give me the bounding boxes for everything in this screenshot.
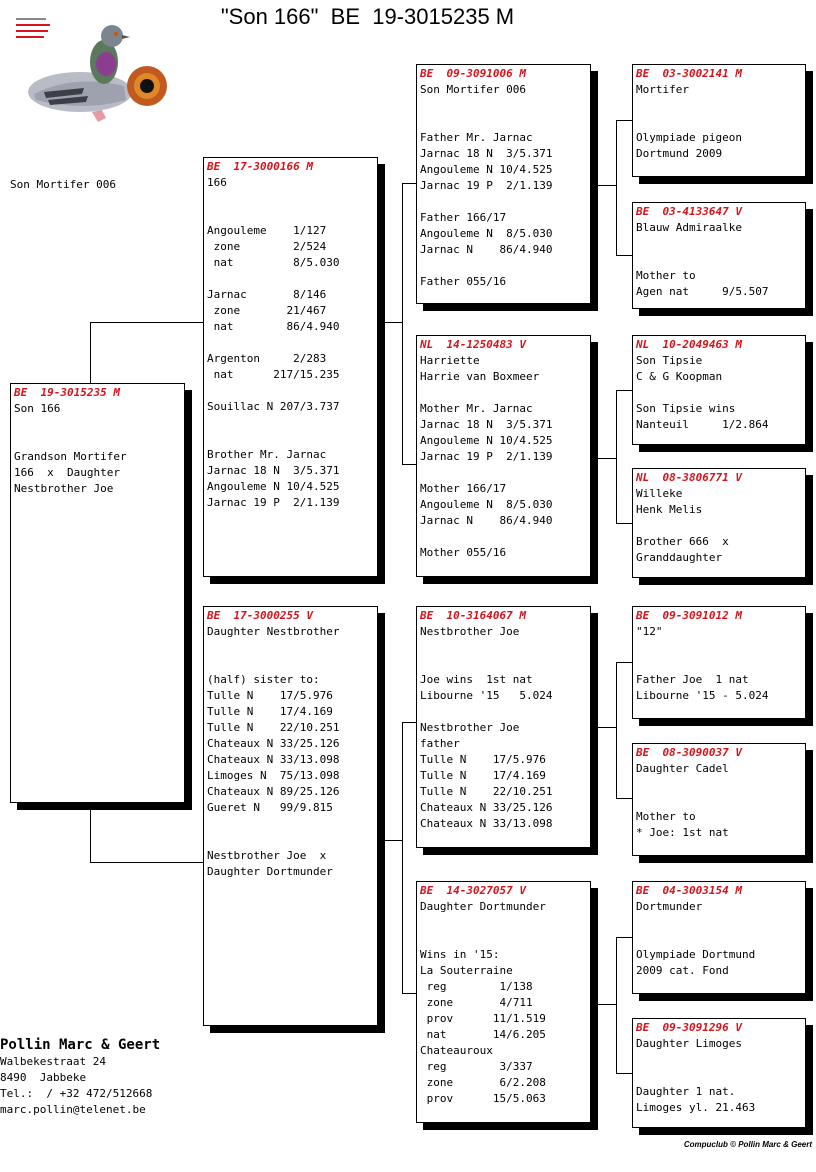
pedigree-box-sire: [203, 157, 378, 577]
connector-line: [402, 722, 416, 723]
box-line: Son Mortifer 006: [420, 83, 526, 96]
box-line: [636, 385, 805, 401]
box-line: [207, 431, 377, 447]
pedigree-box-dam: [203, 606, 378, 1026]
box-lines: [420, 82, 590, 290]
box-line: reg 3/337: [420, 1060, 533, 1073]
box-line: Daughter Dortmunder: [207, 865, 333, 878]
box-line: Jarnac N 86/4.940: [420, 243, 553, 256]
box-line: (half) sister to:: [207, 673, 320, 686]
connector-line: [90, 862, 203, 863]
box-line: Angouleme 1/127: [207, 224, 327, 237]
ring-number: BE 10-3164067 M: [420, 609, 526, 622]
connector-line: [616, 1073, 632, 1074]
box-line: Jarnac 19 P 2/1.139: [420, 450, 553, 463]
box-line: "12": [636, 625, 663, 638]
box-line: nat 14/6.205: [420, 1028, 546, 1041]
box-line: Dortmund 2009: [636, 147, 723, 160]
pedigree-box-sire-sire: [416, 64, 591, 304]
ring-number: BE 17-3000166 M: [207, 160, 313, 173]
box-line: Harriette: [420, 354, 480, 367]
box-line: Tulle N 17/5.976: [420, 753, 546, 766]
box-line: Grandson Mortifer: [14, 450, 127, 463]
box-line: [207, 640, 377, 656]
box-lines: [207, 175, 377, 511]
box-line: [207, 816, 377, 832]
box-line: Jarnac 19 P 2/1.139: [207, 496, 340, 509]
box-line: [636, 236, 805, 252]
box-line: [636, 640, 805, 656]
box-lines: [636, 899, 805, 979]
box-line: Nestbrother Joe: [14, 482, 114, 495]
box-line: Nestbrother Joe x: [207, 849, 327, 862]
box-line: [636, 114, 805, 130]
box-line: Nestbrother Joe: [420, 721, 520, 734]
box-line: Jarnac 19 P 2/1.139: [420, 179, 553, 192]
connector-line: [616, 798, 632, 799]
connector-line: [616, 390, 632, 391]
box-line: [420, 114, 590, 130]
box-line: Granddaughter: [636, 551, 723, 564]
box-line: [420, 194, 590, 210]
box-line: 166: [207, 176, 227, 189]
box-line: Limoges yl. 21.463: [636, 1101, 756, 1114]
footer-credit: Compuclub © Pollin Marc & Geert: [683, 1140, 812, 1149]
box-line: Father Mr. Jarnac: [420, 131, 533, 144]
box-line: C & G Koopman: [636, 370, 723, 383]
box-lines: [636, 624, 805, 704]
box-line: Mother 166/17: [420, 482, 507, 495]
box-lines: [636, 353, 805, 433]
box-line: Jarnac 8/146: [207, 288, 327, 301]
box-lines: [420, 353, 590, 561]
box-line: Tulle N 22/10.251: [420, 785, 553, 798]
box-lines: [636, 486, 805, 566]
box-line: Libourne '15 5.024: [420, 689, 553, 702]
box-line: Mother 055/16: [420, 546, 507, 559]
box-line: [420, 640, 590, 656]
box-line: Limoges N 75/13.098: [207, 769, 340, 782]
box-line: Chateaux N 89/25.126: [207, 785, 340, 798]
box-line: Son 166: [14, 402, 61, 415]
box-line: zone 2/524: [207, 240, 327, 253]
box-line: [636, 1068, 805, 1084]
box-line: [636, 656, 805, 672]
box-line: Libourne '15 - 5.024: [636, 689, 769, 702]
box-line: Joe wins 1st nat: [420, 673, 533, 686]
box-line: Daughter Nestbrother: [207, 625, 340, 638]
box-lines: [14, 401, 184, 497]
box-line: [420, 98, 590, 114]
box-line: Argenton 2/283: [207, 352, 327, 365]
breeder-name: Pollin Marc & Geert: [0, 1037, 161, 1053]
box-lines: [207, 624, 377, 880]
pedigree-box-dds: [632, 881, 806, 994]
box-line: Jarnac 18 N 3/5.371: [207, 464, 340, 477]
box-line: Mother to: [636, 269, 696, 282]
box-line: Angouleme N 10/4.525: [207, 480, 340, 493]
connector-line: [598, 458, 616, 459]
connector-line: [616, 523, 632, 524]
box-line: Harrie van Boxmeer: [420, 370, 540, 383]
box-lines: [636, 82, 805, 162]
connector-line: [616, 390, 617, 523]
ring-number: BE 04-3003154 M: [636, 884, 742, 897]
box-line: Wins in '15:: [420, 948, 500, 961]
ring-number: BE 09-3091006 M: [420, 67, 526, 80]
box-lines: [636, 761, 805, 841]
breeder-info: [0, 1036, 160, 1118]
box-line: Daughter Cadel: [636, 762, 729, 775]
box-line: nat 217/15.235: [207, 368, 340, 381]
box-line: Olympiade pigeon: [636, 131, 742, 144]
box-line: Jarnac 18 N 3/5.371: [420, 418, 553, 431]
pedigree-box-main: [10, 383, 185, 803]
ring-number: BE 03-4133647 V: [636, 205, 742, 218]
box-line: Chateaux N 33/13.098: [420, 817, 553, 830]
box-line: Son Tipsie wins: [636, 402, 736, 415]
box-line: [636, 777, 805, 793]
box-line: * Joe: 1st nat: [636, 826, 729, 839]
box-line: Angouleme N 8/5.030: [420, 498, 553, 511]
connector-line: [90, 809, 91, 863]
connector-line: [402, 183, 403, 464]
box-line: prov 15/5.063: [420, 1092, 546, 1105]
box-line: Agen nat 9/5.507: [636, 285, 769, 298]
box-line: [636, 1052, 805, 1068]
box-line: Willeke: [636, 487, 683, 500]
box-line: Brother Mr. Jarnac: [207, 448, 327, 461]
box-line: Henk Melis: [636, 503, 703, 516]
box-line: [636, 98, 805, 114]
box-line: nat 8/5.030: [207, 256, 340, 269]
box-line: [207, 271, 377, 287]
box-line: Angouleme N 8/5.030: [420, 227, 553, 240]
pedigree-box-ddd: [632, 1018, 806, 1128]
box-line: Olympiade Dortmund: [636, 948, 756, 961]
pigeon-logo-icon: [14, 14, 174, 129]
pedigree-box-sss: [632, 64, 806, 177]
pedigree-box-dsd: [632, 743, 806, 856]
note-text: Son Mortifer 006: [10, 178, 116, 191]
box-line: Father Joe 1 nat: [636, 673, 749, 686]
box-line: [420, 258, 590, 274]
page-title: "Son 166" BE 19-3015235 M: [220, 4, 515, 29]
connector-line: [90, 322, 91, 384]
pedigree-box-dam-sire: [416, 606, 591, 848]
connector-line: [616, 120, 632, 121]
connector-line: [402, 464, 416, 465]
box-line: father: [420, 737, 460, 750]
box-line: Chateaux N 33/25.126: [420, 801, 553, 814]
box-line: Tulle N 17/5.976: [207, 689, 333, 702]
box-line: [420, 915, 590, 931]
box-line: Jarnac 18 N 3/5.371: [420, 147, 553, 160]
box-line: [207, 207, 377, 223]
box-line: Souillac N 207/3.737: [207, 400, 340, 413]
pedigree-box-ssd: [632, 202, 806, 309]
box-lines: [420, 624, 590, 832]
connector-line: [598, 1004, 616, 1005]
box-line: [14, 433, 184, 449]
box-line: Son Tipsie: [636, 354, 703, 367]
box-line: Tulle N 22/10.251: [207, 721, 340, 734]
connector-line: [598, 727, 616, 728]
pedigree-box-dss: [632, 606, 806, 719]
ring-number: BE 17-3000255 V: [207, 609, 313, 622]
box-line: prov 11/1.519: [420, 1012, 546, 1025]
box-line: Mortifer: [636, 83, 689, 96]
connector-line: [385, 840, 402, 841]
box-line: Dortmunder: [636, 900, 703, 913]
connector-line: [616, 120, 617, 255]
box-line: Angouleme N 10/4.525: [420, 434, 553, 447]
box-line: 2009 cat. Fond: [636, 964, 729, 977]
box-line: [636, 252, 805, 268]
connector-line: [616, 937, 632, 938]
ring-number: BE 09-3091296 V: [636, 1021, 742, 1034]
box-line: reg 1/138: [420, 980, 533, 993]
box-line: Gueret N 99/9.815: [207, 801, 333, 814]
breeder-city: 8490 Jabbeke: [0, 1071, 87, 1084]
breeder-phone: Tel.: / +32 472/512668: [0, 1087, 153, 1100]
breeder-street: Walbekestraat 24: [0, 1055, 106, 1068]
ring-number: NL 10-2049463 M: [636, 338, 742, 351]
box-line: Daughter 1 nat.: [636, 1085, 736, 1098]
box-lines: [636, 1036, 805, 1116]
ring-number: BE 08-3090037 V: [636, 746, 742, 759]
pedigree-box-dam-dam: [416, 881, 591, 1123]
box-line: Chateaux N 33/13.098: [207, 753, 340, 766]
box-lines: [420, 899, 590, 1107]
box-line: zone 4/711: [420, 996, 533, 1009]
box-line: [207, 383, 377, 399]
box-line: [420, 465, 590, 481]
box-line: [207, 656, 377, 672]
connector-line: [616, 937, 617, 1073]
connector-line: [385, 322, 402, 323]
box-line: [636, 915, 805, 931]
ring-number: BE 19-3015235 M: [14, 386, 120, 399]
box-line: [207, 191, 377, 207]
box-line: Mother Mr. Jarnac: [420, 402, 533, 415]
box-line: [636, 518, 805, 534]
box-line: Blauw Admiraalke: [636, 221, 742, 234]
box-line: [636, 793, 805, 809]
box-line: Father 166/17: [420, 211, 507, 224]
box-line: Father 055/16: [420, 275, 507, 288]
box-line: [420, 385, 590, 401]
connector-line: [90, 322, 203, 323]
box-line: [420, 529, 590, 545]
box-lines: [636, 220, 805, 300]
pedigree-box-sdd: [632, 468, 806, 578]
box-line: [207, 832, 377, 848]
box-line: zone 6/2.208: [420, 1076, 546, 1089]
box-line: Tulle N 17/4.169: [420, 769, 546, 782]
ring-number: NL 08-3806771 V: [636, 471, 742, 484]
box-line: Angouleme N 10/4.525: [420, 163, 553, 176]
box-line: Jarnac N 86/4.940: [420, 514, 553, 527]
box-line: [420, 656, 590, 672]
connector-line: [616, 662, 632, 663]
box-line: Daughter Limoges: [636, 1037, 742, 1050]
box-line: Nanteuil 1/2.864: [636, 418, 769, 431]
box-line: [420, 704, 590, 720]
box-line: Chateauroux: [420, 1044, 493, 1057]
connector-line: [402, 183, 416, 184]
ring-number: NL 14-1250483 V: [420, 338, 526, 351]
box-line: 166 x Daughter: [14, 466, 120, 479]
box-line: [207, 335, 377, 351]
box-line: Tulle N 17/4.169: [207, 705, 333, 718]
box-line: nat 86/4.940: [207, 320, 340, 333]
connector-line: [402, 722, 403, 993]
pedigree-box-sds: [632, 335, 806, 445]
box-line: Daughter Dortmunder: [420, 900, 546, 913]
connector-line: [598, 185, 616, 186]
breeder-email[interactable]: marc.pollin@telenet.be: [0, 1103, 146, 1116]
box-line: La Souterraine: [420, 964, 513, 977]
connector-line: [616, 662, 617, 798]
box-line: zone 21/467: [207, 304, 327, 317]
box-line: Brother 666 x: [636, 535, 729, 548]
ring-number: BE 09-3091012 M: [636, 609, 742, 622]
ring-number: BE 14-3027057 V: [420, 884, 526, 897]
box-line: [207, 415, 377, 431]
connector-line: [616, 255, 632, 256]
box-line: Chateaux N 33/25.126: [207, 737, 340, 750]
pedigree-box-sire-dam: [416, 335, 591, 577]
connector-line: [402, 993, 416, 994]
ring-number: BE 03-3002141 M: [636, 67, 742, 80]
box-line: Nestbrother Joe: [420, 625, 520, 638]
box-line: [420, 931, 590, 947]
box-line: [14, 417, 184, 433]
box-line: Mother to: [636, 810, 696, 823]
box-line: [636, 931, 805, 947]
